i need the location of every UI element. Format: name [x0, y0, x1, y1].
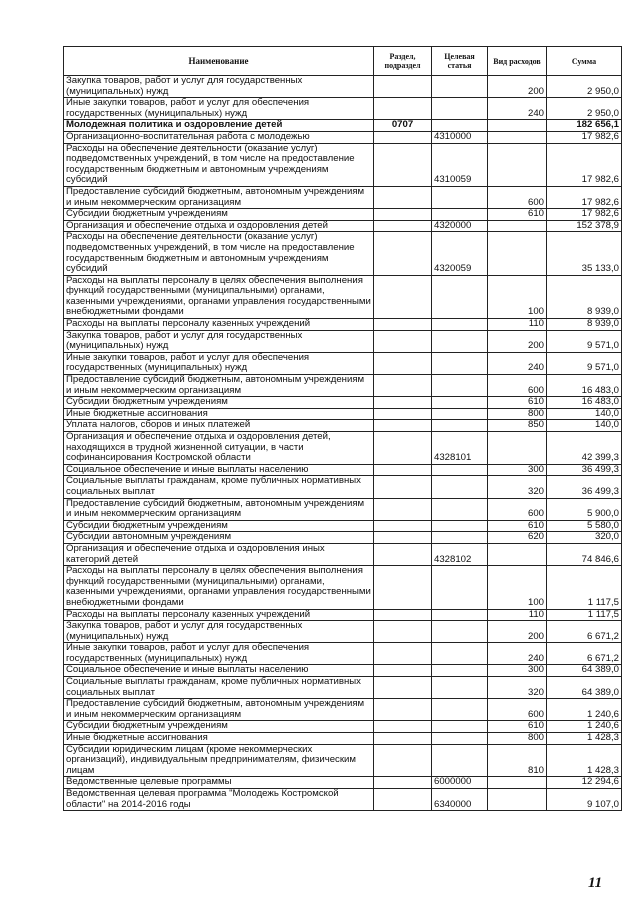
- row-target: [432, 464, 488, 476]
- row-target: [432, 532, 488, 544]
- row-type: 110: [488, 609, 547, 621]
- row-name: Уплата налогов, сборов и иных платежей: [64, 420, 374, 432]
- row-section: [374, 330, 432, 352]
- row-name: Предоставление субсидий бюджетным, автономным учреждениям и иным некоммерческим организациям: [64, 699, 374, 721]
- row-name: Предоставление субсидий бюджетным, автономным учреждениям и иным некоммерческим организациям: [64, 375, 374, 397]
- row-section: [374, 220, 432, 232]
- header-target: Целевая статья: [432, 47, 488, 76]
- row-type: 600: [488, 498, 547, 520]
- row-name: Расходы на выплаты персоналу в целях обеспечения выполнения функций государственными (муниципальными) органами, казенными учреждениями, органами управления государственными внебюджетными фондами: [64, 566, 374, 609]
- row-target: [432, 209, 488, 221]
- row-section: [374, 721, 432, 733]
- row-type: 240: [488, 643, 547, 665]
- row-sum: 17 982,6: [547, 131, 622, 143]
- row-target: [432, 408, 488, 420]
- row-sum: 1 117,5: [547, 566, 622, 609]
- row-type: [488, 789, 547, 811]
- row-sum: 6 671,2: [547, 621, 622, 643]
- table-row: [64, 375, 622, 397]
- row-section: [374, 699, 432, 721]
- row-section: [374, 275, 432, 318]
- row-section: [374, 432, 432, 465]
- row-name: Иные закупки товаров, работ и услуг для обеспечения государственных (муниципальных) нужд: [64, 643, 374, 665]
- table-row: [64, 408, 622, 420]
- row-name: Социальное обеспечение и иные выплаты населению: [64, 464, 374, 476]
- table-row: [64, 621, 622, 643]
- row-target: [432, 120, 488, 132]
- row-name: Субсидии автономным учреждениям: [64, 532, 374, 544]
- table-row: [64, 744, 622, 777]
- row-name: Субсидии бюджетным учреждениям: [64, 209, 374, 221]
- table-row: [64, 520, 622, 532]
- row-section: [374, 733, 432, 745]
- table-row: [64, 432, 622, 465]
- row-type: 850: [488, 420, 547, 432]
- row-name: Социальное обеспечение и иные выплаты населению: [64, 665, 374, 677]
- table-row: [64, 131, 622, 143]
- row-section: [374, 319, 432, 331]
- row-type: 110: [488, 319, 547, 331]
- table-row: [64, 464, 622, 476]
- row-name: Расходы на выплаты персоналу казенных учреждений: [64, 609, 374, 621]
- row-type: [488, 432, 547, 465]
- row-section: [374, 744, 432, 777]
- row-name: Иные закупки товаров, работ и услуг для обеспечения государственных (муниципальных) нужд: [64, 98, 374, 120]
- row-name: Организационно-воспитательная работа с молодежью: [64, 131, 374, 143]
- row-type: [488, 777, 547, 789]
- row-name: Организация и обеспечение отдыха и оздоровления детей: [64, 220, 374, 232]
- row-name: Субсидии бюджетным учреждениям: [64, 721, 374, 733]
- row-name: Субсидии бюджетным учреждениям: [64, 397, 374, 409]
- table-row: [64, 498, 622, 520]
- row-target: [432, 744, 488, 777]
- row-section: [374, 777, 432, 789]
- row-target: [432, 476, 488, 498]
- table-row: [64, 98, 622, 120]
- row-sum: 1 428,3: [547, 733, 622, 745]
- row-target: [432, 319, 488, 331]
- row-sum: 1 240,6: [547, 721, 622, 733]
- row-section: [374, 464, 432, 476]
- table-row: [64, 721, 622, 733]
- row-target: 6340000: [432, 789, 488, 811]
- header-name: Наименование: [64, 47, 374, 76]
- row-type: 600: [488, 699, 547, 721]
- row-sum: 152 378,9: [547, 220, 622, 232]
- row-type: [488, 232, 547, 275]
- table-row: [64, 677, 622, 699]
- table-row: [64, 777, 622, 789]
- table-row: [64, 609, 622, 621]
- row-target: [432, 420, 488, 432]
- row-section: [374, 232, 432, 275]
- row-section: [374, 375, 432, 397]
- row-target: [432, 498, 488, 520]
- table-row: [64, 319, 622, 331]
- row-name: Предоставление субсидий бюджетным, автономным учреждениям и иным некоммерческим организациям: [64, 498, 374, 520]
- row-name: Организация и обеспечение отдыха и оздоровления детей, находящихся в трудной жизненной ситуации, в части софинансирования Костромской области: [64, 432, 374, 465]
- row-target: 4320059: [432, 232, 488, 275]
- row-target: [432, 397, 488, 409]
- row-target: [432, 733, 488, 745]
- row-target: [432, 186, 488, 208]
- row-name: Ведомственная целевая программа "Молодежь Костромской области" на 2014-2016 годы: [64, 789, 374, 811]
- row-section: [374, 476, 432, 498]
- table-row: [64, 566, 622, 609]
- row-target: [432, 275, 488, 318]
- row-type: [488, 131, 547, 143]
- row-target: [432, 98, 488, 120]
- row-sum: 2 950,0: [547, 76, 622, 98]
- row-type: [488, 120, 547, 132]
- table-row: [64, 699, 622, 721]
- row-target: [432, 566, 488, 609]
- table-row: [64, 143, 622, 186]
- row-type: 610: [488, 209, 547, 221]
- table-row: [64, 232, 622, 275]
- row-type: 200: [488, 76, 547, 98]
- row-section: [374, 143, 432, 186]
- table-row: [64, 643, 622, 665]
- row-type: 240: [488, 352, 547, 374]
- row-name: Молодежная политика и оздоровление детей: [64, 120, 374, 132]
- table-row: [64, 397, 622, 409]
- row-type: 200: [488, 621, 547, 643]
- row-sum: 64 389,0: [547, 677, 622, 699]
- row-sum: 5 580,0: [547, 520, 622, 532]
- row-target: [432, 76, 488, 98]
- header-sum: Сумма: [547, 47, 622, 76]
- row-type: [488, 543, 547, 565]
- row-sum: 8 939,0: [547, 275, 622, 318]
- row-type: 200: [488, 330, 547, 352]
- table-row: [64, 665, 622, 677]
- table-row: [64, 330, 622, 352]
- row-name: Расходы на выплаты персоналу в целях обеспечения выполнения функций государственными (муниципальными) органами, казенными учреждениями, органами управления государственными внебюджетными фондами: [64, 275, 374, 318]
- table-row: [64, 543, 622, 565]
- row-section: [374, 532, 432, 544]
- row-target: [432, 699, 488, 721]
- row-sum: 16 483,0: [547, 375, 622, 397]
- row-name: Ведомственные целевые программы: [64, 777, 374, 789]
- row-section: [374, 408, 432, 420]
- row-sum: 17 982,6: [547, 143, 622, 186]
- row-section: [374, 76, 432, 98]
- row-target: [432, 609, 488, 621]
- page-number: 11: [588, 875, 603, 891]
- table-body: [64, 76, 622, 811]
- row-sum: 9 107,0: [547, 789, 622, 811]
- row-type: 610: [488, 520, 547, 532]
- row-section: [374, 186, 432, 208]
- row-target: 6000000: [432, 777, 488, 789]
- row-sum: 6 671,2: [547, 643, 622, 665]
- row-name: Расходы на обеспечение деятельности (оказание услуг) подведомственных учреждений, в том числе на предоставление государственным бюджетным и автономным учреждениям субсидий: [64, 232, 374, 275]
- row-type: 800: [488, 408, 547, 420]
- row-sum: 16 483,0: [547, 397, 622, 409]
- row-target: [432, 621, 488, 643]
- header-section: Раздел, подраздел: [374, 47, 432, 76]
- row-section: [374, 643, 432, 665]
- budget-table: [63, 46, 622, 811]
- row-sum: 64 389,0: [547, 665, 622, 677]
- row-name: Закупка товаров, работ и услуг для государственных (муниципальных) нужд: [64, 76, 374, 98]
- row-type: 320: [488, 677, 547, 699]
- row-name: Субсидии юридическим лицам (кроме некоммерческих организаций), индивидуальным предпринимателям, физическим лицам: [64, 744, 374, 777]
- row-name: Иные закупки товаров, работ и услуг для обеспечения государственных (муниципальных) нужд: [64, 352, 374, 374]
- row-type: 600: [488, 375, 547, 397]
- row-sum: 1 240,6: [547, 699, 622, 721]
- row-name: Субсидии бюджетным учреждениям: [64, 520, 374, 532]
- row-type: 600: [488, 186, 547, 208]
- row-section: [374, 397, 432, 409]
- row-sum: 320,0: [547, 532, 622, 544]
- table-row: [64, 76, 622, 98]
- row-section: [374, 352, 432, 374]
- row-type: [488, 220, 547, 232]
- row-sum: 9 571,0: [547, 352, 622, 374]
- row-name: Организация и обеспечение отдыха и оздоровления иных категорий детей: [64, 543, 374, 565]
- row-type: 800: [488, 733, 547, 745]
- row-section: [374, 566, 432, 609]
- row-type: 100: [488, 566, 547, 609]
- row-section: [374, 98, 432, 120]
- row-sum: 2 950,0: [547, 98, 622, 120]
- table-row: [64, 733, 622, 745]
- row-section: [374, 131, 432, 143]
- table-row: [64, 186, 622, 208]
- row-sum: 140,0: [547, 420, 622, 432]
- row-sum: 42 399,3: [547, 432, 622, 465]
- table-row: [64, 209, 622, 221]
- row-type: 320: [488, 476, 547, 498]
- row-name: Иные бюджетные ассигнования: [64, 733, 374, 745]
- row-section: [374, 609, 432, 621]
- table-header-row: [64, 47, 622, 76]
- row-type: 610: [488, 397, 547, 409]
- row-section: [374, 621, 432, 643]
- row-target: [432, 520, 488, 532]
- row-sum: 1 428,3: [547, 744, 622, 777]
- row-target: [432, 330, 488, 352]
- row-sum: 5 900,0: [547, 498, 622, 520]
- row-target: [432, 375, 488, 397]
- row-type: 810: [488, 744, 547, 777]
- row-target: [432, 352, 488, 374]
- row-section: [374, 420, 432, 432]
- row-section: 0707: [374, 120, 432, 132]
- row-target: 4310059: [432, 143, 488, 186]
- row-type: 300: [488, 665, 547, 677]
- row-sum: 182 656,1: [547, 120, 622, 132]
- row-type: 620: [488, 532, 547, 544]
- row-sum: 74 846,6: [547, 543, 622, 565]
- row-sum: 36 499,3: [547, 464, 622, 476]
- row-target: [432, 665, 488, 677]
- table-row: [64, 352, 622, 374]
- row-section: [374, 209, 432, 221]
- row-type: 100: [488, 275, 547, 318]
- row-sum: 17 982,6: [547, 209, 622, 221]
- row-target: 4310000: [432, 131, 488, 143]
- row-type: 610: [488, 721, 547, 733]
- row-sum: 36 499,3: [547, 476, 622, 498]
- table-row: [64, 476, 622, 498]
- row-name: Закупка товаров, работ и услуг для государственных (муниципальных) нужд: [64, 621, 374, 643]
- row-sum: 9 571,0: [547, 330, 622, 352]
- row-section: [374, 520, 432, 532]
- row-target: 4320000: [432, 220, 488, 232]
- row-type: 300: [488, 464, 547, 476]
- row-type: [488, 143, 547, 186]
- header-type: Вид расходов: [488, 47, 547, 76]
- row-sum: 8 939,0: [547, 319, 622, 331]
- row-name: Социальные выплаты гражданам, кроме публичных нормативных социальных выплат: [64, 677, 374, 699]
- row-sum: 140,0: [547, 408, 622, 420]
- row-sum: 1 117,5: [547, 609, 622, 621]
- row-sum: 17 982,6: [547, 186, 622, 208]
- table-row: [64, 120, 622, 132]
- row-name: Закупка товаров, работ и услуг для государственных (муниципальных) нужд: [64, 330, 374, 352]
- row-section: [374, 665, 432, 677]
- row-name: Расходы на выплаты персоналу казенных учреждений: [64, 319, 374, 331]
- row-section: [374, 789, 432, 811]
- table-row: [64, 420, 622, 432]
- row-name: Социальные выплаты гражданам, кроме публичных нормативных социальных выплат: [64, 476, 374, 498]
- row-section: [374, 543, 432, 565]
- row-target: [432, 643, 488, 665]
- row-type: 240: [488, 98, 547, 120]
- row-target: [432, 677, 488, 699]
- table-row: [64, 275, 622, 318]
- row-name: Предоставление субсидий бюджетным, автономным учреждениям и иным некоммерческим организациям: [64, 186, 374, 208]
- row-name: Расходы на обеспечение деятельности (оказание услуг) подведомственных учреждений, в том числе на предоставление государственным бюджетным и автономным учреждениям субсидий: [64, 143, 374, 186]
- table-row: [64, 532, 622, 544]
- row-sum: 35 133,0: [547, 232, 622, 275]
- row-sum: 12 294,6: [547, 777, 622, 789]
- row-section: [374, 498, 432, 520]
- row-section: [374, 677, 432, 699]
- table-row: [64, 220, 622, 232]
- row-target: 4328101: [432, 432, 488, 465]
- row-name: Иные бюджетные ассигнования: [64, 408, 374, 420]
- row-target: [432, 721, 488, 733]
- table-row: [64, 789, 622, 811]
- row-target: 4328102: [432, 543, 488, 565]
